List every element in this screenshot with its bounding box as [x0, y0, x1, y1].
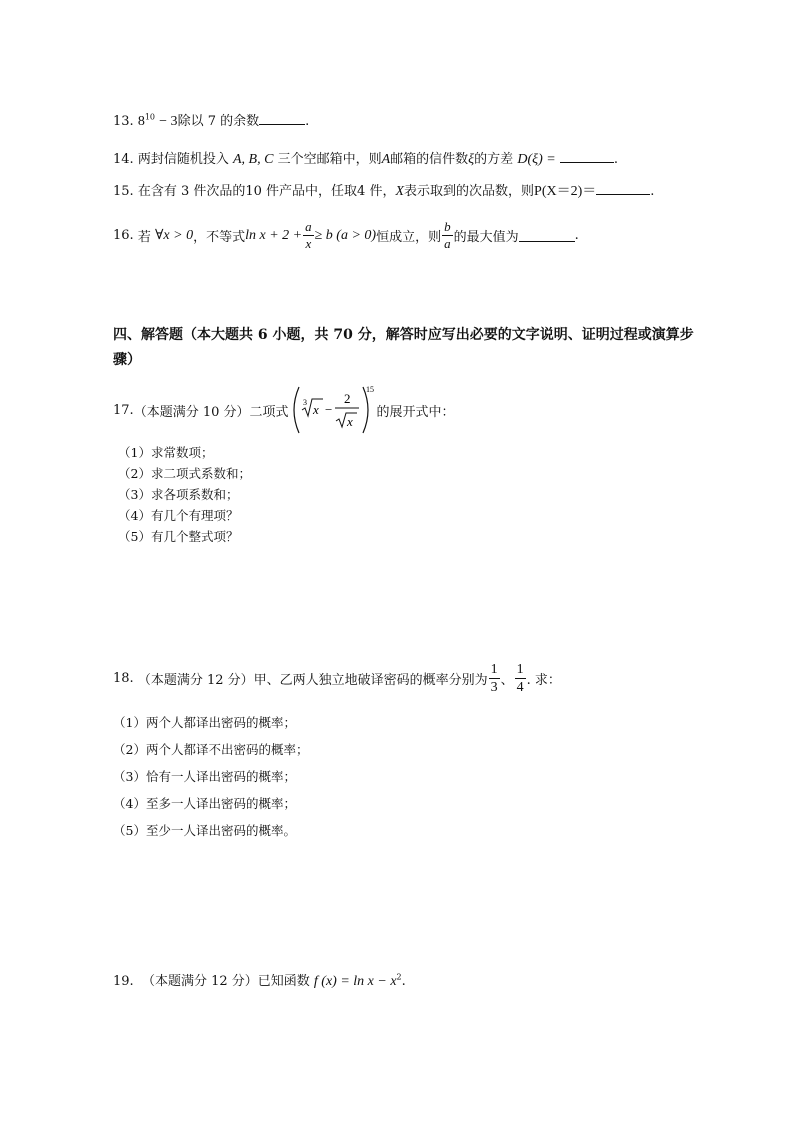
q16-text2: ，不等式: [193, 230, 246, 246]
q14-answer-blank: [560, 150, 614, 163]
q16-number: 16.: [113, 228, 134, 244]
q16-text1: 若: [137, 230, 151, 246]
q17-item-2: （2）求二项式系数和；: [118, 466, 251, 481]
q16-condition: ∀x > 0: [154, 228, 194, 244]
q15-text1: 在含有 3 件次品的10 件产品中，任取4 件，: [137, 184, 396, 199]
q15-x: X: [395, 184, 405, 199]
q18-lead: （本题满分 12 分）甲、乙两人独立地破译密码的概率分别为: [137, 673, 488, 689]
q16-fraction-b-over-a: [442, 220, 453, 252]
section-4-heading-line1: 四、解答题（本大题共 6 小题，共 70 分，解答时应写出必要的文字说明、证明过程或演算步: [113, 327, 694, 343]
q17-lead: （本题满分 10 分）二项式: [133, 404, 289, 420]
q17-item-1: （1）求常数项；: [118, 445, 214, 460]
q18-f2-num: 1: [515, 662, 526, 679]
q18-f1-den: 3: [490, 680, 498, 696]
q14-text4: 的方差: [474, 152, 514, 167]
q16-text4: 的最大值为: [453, 230, 519, 246]
q18-item-5: （5）至少一人译出密码的概率。: [113, 823, 296, 838]
root-x: x: [312, 402, 319, 417]
q14-letter-a: A: [381, 152, 391, 167]
q18-fraction-one-third: [489, 662, 500, 696]
q18-item-4: （4）至多一人译出密码的概率；: [113, 796, 296, 811]
q13-minus: − 3: [159, 114, 178, 129]
q17-item-3: （3）求各项系数和；: [118, 487, 239, 502]
q18-number: 18.: [113, 671, 134, 687]
q15-answer-blank: [596, 182, 650, 195]
q18-item-2: （2）两个人都译不出密码的概率；: [113, 742, 309, 757]
q18-item-1: （1）两个人都译出密码的概率；: [113, 715, 296, 730]
power-15: 15: [365, 385, 374, 394]
q14-text1: 两封信随机投入: [137, 152, 229, 167]
q15-expr: P(X＝2)＝: [534, 184, 597, 199]
q19-number: 19.: [113, 974, 134, 989]
section-4-heading-line2: 骤）: [113, 352, 141, 368]
left-paren: [294, 387, 299, 433]
fraction-denominator-x: x: [346, 414, 353, 429]
q19-function: f (x) = ln x − x: [313, 974, 397, 989]
q13-text: 除以 7 的余数: [177, 114, 260, 129]
q18-fraction-one-quarter: [515, 662, 526, 696]
q16-fraction-a-over-x: [303, 220, 314, 252]
q19-square: 2: [396, 972, 402, 982]
question-17: [113, 383, 455, 437]
q14-number: 14.: [113, 152, 134, 167]
q14-text3: 邮箱的信件数: [390, 152, 469, 167]
q14-xi: ξ: [468, 152, 475, 167]
q19-end: .: [401, 974, 406, 989]
q16-text3: 恒成立，则: [376, 230, 442, 246]
q14-text2: 三个空邮箱中，则: [277, 152, 382, 167]
q15-number: 15.: [113, 184, 134, 199]
q16-ineq-left: ln x + 2 +: [245, 227, 303, 243]
q14-end: .: [613, 152, 618, 167]
q13-end: .: [305, 114, 310, 129]
question-13: [113, 110, 309, 130]
q17-tail: 的展开式中：: [376, 404, 455, 420]
q17-binomial-expression: [291, 383, 377, 437]
q16-frac2-den: a: [444, 236, 451, 252]
q16-frac1-num: a: [303, 220, 314, 236]
q15-end: .: [650, 184, 655, 199]
q18-f1-num: 1: [489, 662, 500, 679]
q17-item-5: （5）有几个整式项？: [118, 529, 239, 544]
q18-item-3: （3）恰有一人译出密码的概率；: [113, 769, 296, 784]
q16-answer-blank: [519, 229, 575, 242]
q18-f2-den: 4: [516, 680, 524, 696]
q19-lead: （本题满分 12 分）已知函数: [141, 974, 310, 989]
q17-number: 17.: [113, 402, 134, 418]
q16-frac2-num: b: [442, 220, 453, 236]
q13-number: 13.: [113, 114, 134, 129]
q17-item-4: （4）有几个有理项？: [118, 508, 239, 523]
q14-variance: D(ξ) =: [517, 152, 556, 167]
question-14: [113, 148, 618, 168]
question-15: [113, 180, 654, 200]
q18-separator: 、: [500, 673, 514, 689]
q16-end: .: [574, 228, 579, 244]
q16-frac1-den: x: [305, 236, 312, 252]
q16-ineq-right: ≥ b (a > 0): [314, 227, 377, 243]
q15-text2: 表示取到的次品数，则: [404, 184, 535, 199]
question-16: [113, 220, 579, 252]
minus-sign: −: [324, 402, 332, 417]
q14-letters: A, B, C: [232, 152, 274, 167]
q13-base: 8: [137, 114, 145, 129]
q13-answer-blank: [259, 112, 305, 125]
root-index: 3: [302, 398, 307, 407]
q13-exponent: 10: [144, 112, 156, 122]
fraction-numerator: 2: [343, 391, 350, 406]
question-19: [113, 970, 406, 990]
question-18: [113, 662, 561, 696]
q18-tail: . 求：: [526, 673, 561, 689]
